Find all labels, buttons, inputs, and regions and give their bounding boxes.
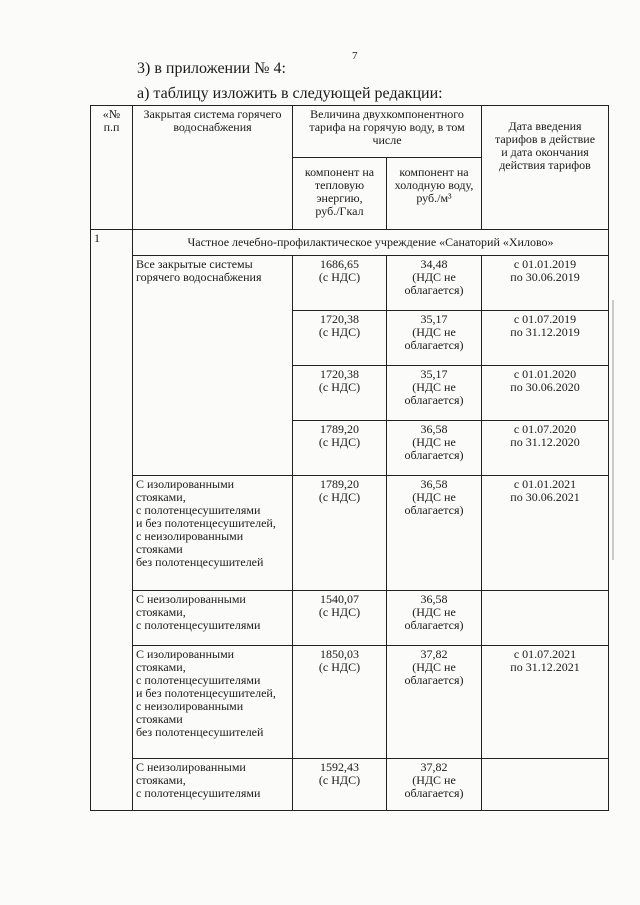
header-dates: Дата введения тарифов в действие и дата окончания действия тарифов	[482, 106, 609, 230]
system-name-cell: С изолированными стояками, с полотенцесушителями и без полотенцесушителей, с неизолированными стояками без полотенцесушителей	[133, 646, 293, 759]
amendment-intro: 3) в приложении № 4:	[137, 60, 286, 77]
water-component-cell: 35,17 (НДС не облагается)	[387, 311, 482, 366]
period-cell	[482, 759, 609, 811]
header-component-water: компонент на холодную воду, руб./м³	[387, 158, 482, 230]
table-row	[91, 591, 609, 646]
water-component-cell: 34,48 (НДС не облагается)	[387, 256, 482, 311]
scan-edge-mark	[612, 300, 614, 560]
heat-component-cell: 1686,65 (с НДС)	[293, 256, 387, 311]
water-component-cell: 36,58 (НДС не облагается)	[387, 591, 482, 646]
organization-title: Частное лечебно-профилактическое учреждение «Санаторий «Хилово»	[133, 230, 609, 256]
table-row	[91, 476, 609, 591]
period-cell: с 01.01.2020 по 30.06.2020	[482, 366, 609, 421]
table-row	[91, 256, 609, 311]
water-component-cell: 36,58 (НДС не облагается)	[387, 476, 482, 591]
period-cell: с 01.07.2019 по 31.12.2019	[482, 311, 609, 366]
heat-component-cell: 1720,38 (с НДС)	[293, 366, 387, 421]
period-cell: с 01.07.2021 по 31.12.2021	[482, 646, 609, 759]
header-system: Закрытая система горячего водоснабжения	[133, 106, 293, 230]
heat-component-cell: 1789,20 (с НДС)	[293, 421, 387, 476]
system-name-cell: Все закрытые системы горячего водоснабжения	[133, 256, 293, 476]
heat-component-cell: 1592,43 (с НДС)	[293, 759, 387, 811]
header-tariff: Величина двухкомпонентного тарифа на горячую воду, в том числе	[293, 106, 482, 158]
water-component-cell: 37,82 (НДС не облагается)	[387, 759, 482, 811]
period-cell: с 01.07.2020 по 31.12.2020	[482, 421, 609, 476]
heat-component-cell: 1789,20 (с НДС)	[293, 476, 387, 591]
heat-component-cell: 1850,03 (с НДС)	[293, 646, 387, 759]
water-component-cell: 36,58 (НДС не облагается)	[387, 421, 482, 476]
header-component-heat: компонент на тепловую энергию, руб./Гкал	[293, 158, 387, 230]
page-number: 7	[352, 50, 358, 62]
water-component-cell: 37,82 (НДС не облагается)	[387, 646, 482, 759]
heat-component-cell: 1720,38 (с НДС)	[293, 311, 387, 366]
amendment-instruction: а) таблицу изложить в следующей редакции:	[137, 85, 443, 102]
row-number: 1	[91, 230, 133, 811]
header-num: «№ п.п	[91, 106, 133, 230]
period-cell: с 01.01.2019 по 30.06.2019	[482, 256, 609, 311]
system-name-cell: С неизолированными стояками, с полотенцесушителями	[133, 591, 293, 646]
period-cell	[482, 591, 609, 646]
table-row	[91, 759, 609, 811]
tariff-table	[90, 105, 609, 811]
table-row	[91, 646, 609, 759]
table-body	[91, 230, 609, 811]
system-name-cell: С неизолированными стояками, с полотенцесушителями	[133, 759, 293, 811]
period-cell: с 01.01.2021 по 30.06.2021	[482, 476, 609, 591]
heat-component-cell: 1540,07 (с НДС)	[293, 591, 387, 646]
system-name-cell: С изолированными стояками, с полотенцесушителями и без полотенцесушителей, с неизолированными стояками без полотенцесушителей	[133, 476, 293, 591]
water-component-cell: 35,17 (НДС не облагается)	[387, 366, 482, 421]
